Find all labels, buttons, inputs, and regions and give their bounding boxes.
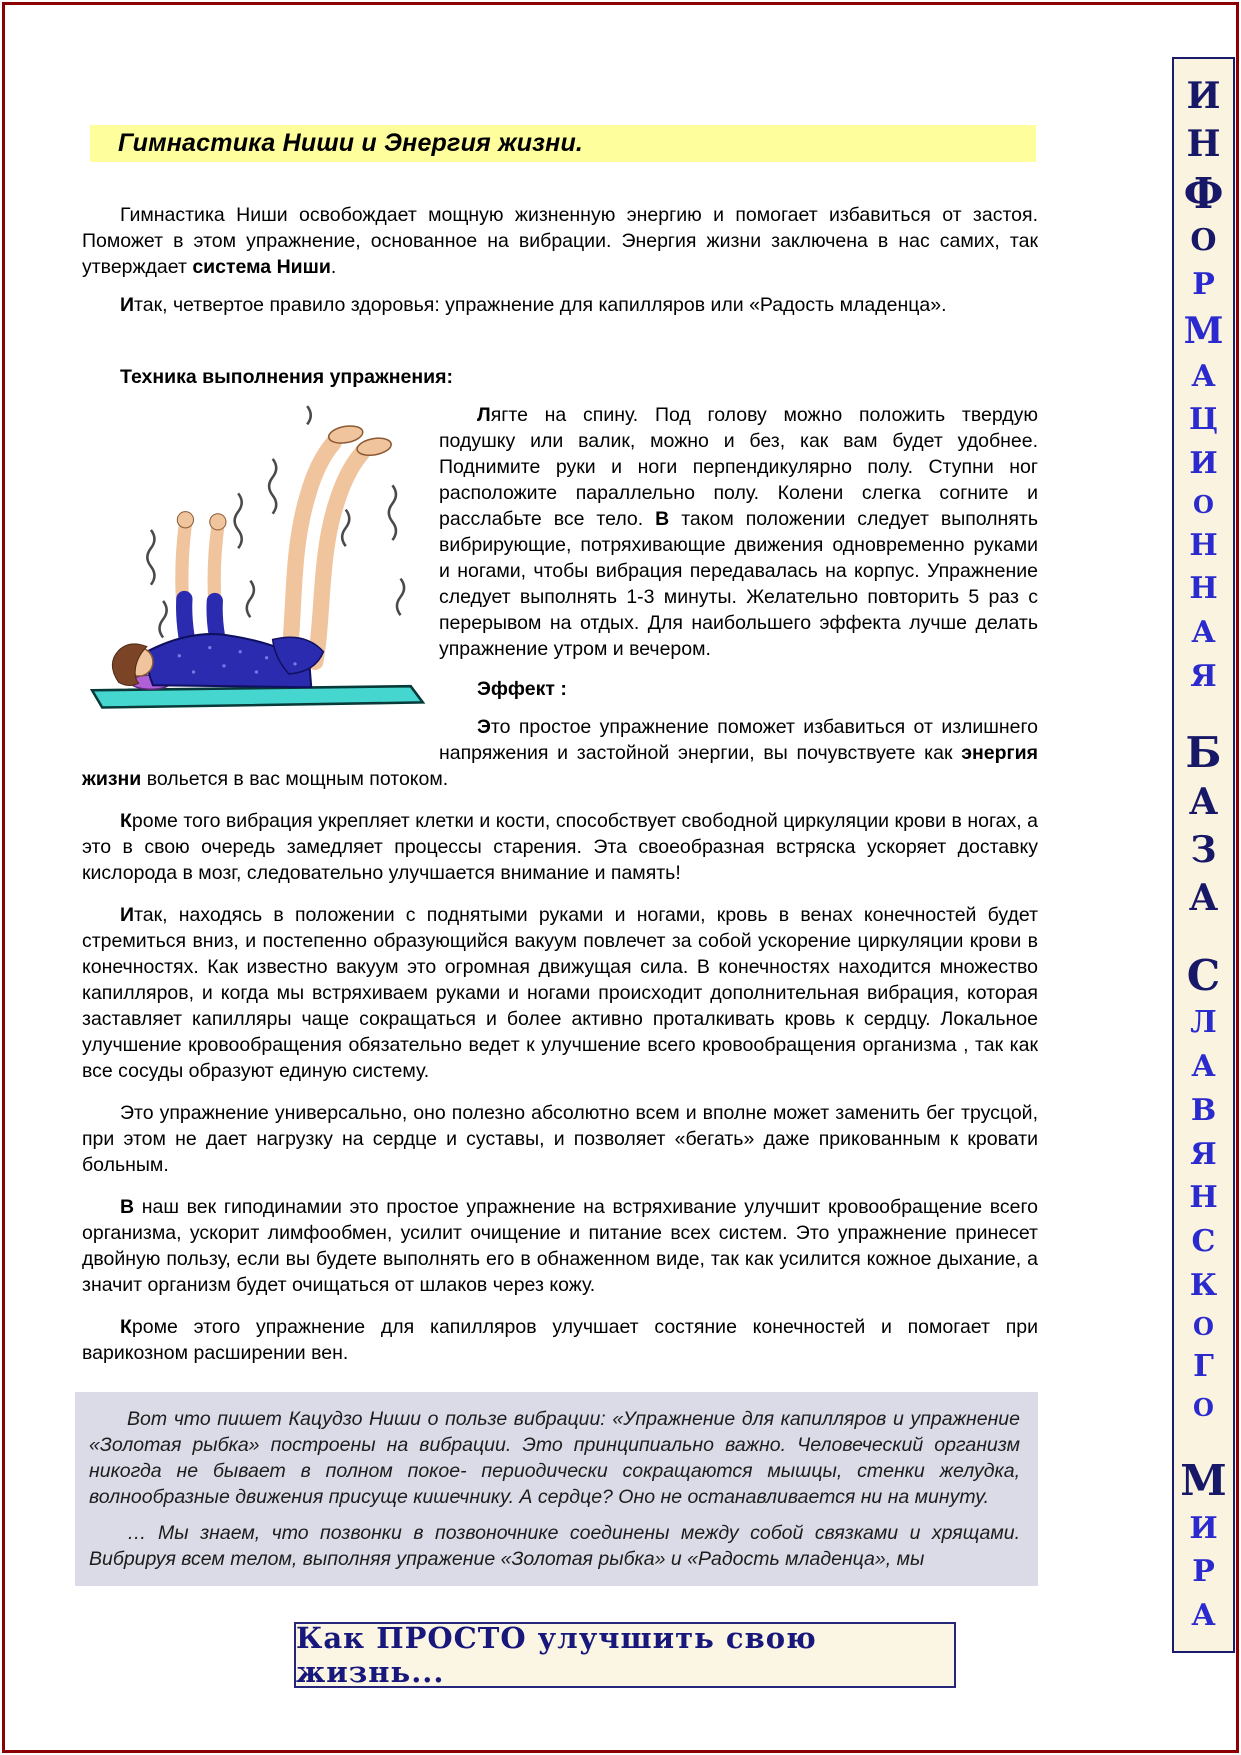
text-segment: вольется в вас мощным потоком. [141, 768, 449, 790]
universal-exercise-paragraph [82, 1100, 1038, 1178]
sidebar-letter: А [1191, 615, 1216, 650]
sidebar-letter: А [1188, 781, 1219, 824]
sidebar-letter: Л [1190, 1005, 1217, 1041]
sidebar-letter: Г [1193, 1349, 1214, 1385]
bold-text-segment: К [120, 810, 132, 832]
sidebar-letter: М [1183, 309, 1224, 352]
sidebar-letter: Ц [1189, 402, 1218, 438]
varicose-paragraph [82, 1314, 1038, 1366]
text-segment: … Мы знаем, что позвонки в позвоночнике соединены между собой связками и хрящами. Вибрируя всем телом, выполняя упражение «Золотая рыбка» и «Радость младенца», мы [89, 1522, 1020, 1570]
intro-paragraph [82, 202, 1038, 280]
feet [327, 424, 392, 458]
sidebar-letter: О [1190, 223, 1217, 259]
bold-text-segment: энергия жизни [82, 742, 1038, 790]
sidebar-letter: И [1186, 75, 1221, 117]
sidebar-letter: Б [1185, 727, 1222, 777]
exercise-illustration [88, 400, 433, 738]
fourth-rule-paragraph [82, 292, 1038, 318]
bold-text-segment: В [120, 1196, 135, 1218]
nishi-quote-box [75, 1392, 1038, 1586]
sidebar-letter: З [1190, 829, 1217, 871]
bold-text-segment: система Ниши [192, 256, 331, 278]
text-segment: наш век гиподинамии это простое упражнение на встряхивание улучшит кровообращение всего организма, ускорит лимфообмен, усилит очищение и питание всех систем. Это упражнение принесет двойную пользу, если вы будете выполнять его в обнаженном виде, так как усилится кожное дыхание, а значит организм будет очищаться от шлаков через кожу. [82, 1196, 1038, 1296]
vibration-exercise-drawing [88, 400, 433, 738]
text-segment: ягте на спину. Под голову можно положить твердую подушку или валик, можно и без, как вам будет удобнее. Поднимите руки и ноги перпендикулярно полу. Ступни ног расположите параллельно полу. Колени слегка согните и расслабьте все тело. [439, 404, 1038, 530]
banner-text: Как ПРОСТО улучшить свою жизнь... [296, 1621, 817, 1689]
sidebar-letter: И [1189, 1510, 1218, 1546]
sidebar-letter: С [1186, 950, 1221, 1000]
text-segment: Вот что пишет Кацудзо Ниши о пользе вибрации: «Упражнение для капилляров и упражнение «Золотая рыбка» построены на вибрации. Это принципиально важно. Человеческий организм никогда не бывает в полном покое- периодически сокращаются мышцы, стенки желудка, волнообразные движения присуще кишечнику. А сердце? Оно не останавливается ни на минуту. [89, 1408, 1020, 1508]
footer-banner [294, 1622, 956, 1688]
sidebar-letter: О [1193, 1311, 1214, 1341]
bold-text-segment: Э [477, 716, 491, 738]
bold-text-segment: В [655, 508, 670, 530]
page-title: Гимнастика Ниши и Энергия жизни. [118, 129, 584, 157]
hands [177, 512, 226, 530]
title-bar [90, 125, 1036, 162]
legs-raised [289, 443, 362, 662]
sidebar-letter: Р [1192, 267, 1215, 302]
effect-heading: Эффект : [477, 678, 567, 700]
sidebar-letter: Н [1189, 571, 1218, 607]
text-segment: так, находясь в положении с поднятыми руками и ногами, кровь в венах конечностей будет стремиться вниз, и постепенно образующийся вакуум повлечет за собой ускорение циркуляции крови в конечностях. Как известно вакуум это огромная движущая сила. В конечностях находится множество капилляров, и когда мы встряхиваем руками и ногами происходит дополнительная вибрация, которая заставляет капилляры чаще сокращаться и более активно проталкивать кровь к сердцу. Локальное улучшение кровообращения обязательно ведет к улучшение всего кровообращения организма , так как все сосуды образуют единую систему. [82, 904, 1038, 1082]
quote-paragraph-1 [89, 1406, 1020, 1510]
sidebar-letter: Р [1192, 1554, 1215, 1590]
text-segment: так, четвертое правило здоровья: упражнение для капилляров или «Радость младенца». [134, 294, 947, 316]
text-segment: таком положении следует выполнять вибрирующие, потряхивающие движения одновременно руками и ногами, чтобы вибрация передавалась на корпус. Упражнение следует выполнять 1-3 минуты. Желательно повторить 5 раз с перерывом на отдых. Для наибольшего эффекта лучше делать упражнение утром и вечером. [439, 508, 1038, 660]
vibration-benefits-paragraph [82, 808, 1038, 886]
sidebar-letter: А [1191, 1598, 1216, 1633]
text-segment: Гимнастика Ниши освобождает мощную жизненную энергию и помогает избавиться от застоя. Поможет в этом упражнение, основанное на вибрации. Энергия жизни заключена в нас самих, так утверждает [82, 204, 1038, 278]
text-segment: роме этого упражнение для капилляров улучшает состяние конечностей и помогает при варикозном расширении вен. [82, 1316, 1038, 1364]
text-segment: роме того вибрация укрепляет клетки и кости, способствует свободной циркуляции крови в ногах, а это в свою очередь замедляет процессы старения. Эта своеобразная встряска ускоряет доставку кислорода в мозг, следовательно улучшается внимание и память! [82, 810, 1038, 884]
sidebar-letter: Н [1189, 1180, 1218, 1216]
quote-paragraph-2 [89, 1520, 1020, 1572]
sidebar-letter: О [1193, 489, 1214, 519]
bold-text-segment: И [120, 904, 135, 926]
sidebar-letter: Н [1186, 122, 1221, 165]
vertical-sidebar [1172, 57, 1235, 1653]
sidebar-letter: А [1188, 876, 1219, 919]
sidebar-letter: А [1191, 358, 1216, 394]
sidebar-letter: Н [1189, 527, 1218, 563]
sidebar-letter: Ф [1183, 168, 1224, 218]
main-content [82, 0, 1038, 1688]
exercise-mat [92, 686, 423, 707]
text-segment: . [330, 256, 337, 278]
sidebar-letter: С [1191, 1224, 1216, 1259]
bold-text-segment: Л [477, 404, 491, 426]
sidebar-letter: И [1189, 446, 1218, 481]
technique-heading: Техника выполнения упражнения: [120, 366, 454, 388]
sidebar-letter: В [1190, 1092, 1217, 1128]
sidebar-letter: Я [1190, 658, 1217, 694]
bold-text-segment: И [120, 294, 135, 316]
hypodynamia-paragraph [82, 1194, 1038, 1298]
bold-text-segment: К [120, 1316, 132, 1338]
text-segment: Это упражнение универсально, оно полезно абсолютно всем и вполне может заменить бег трусцой, при этом не дает нагрузку на сердце и суставы, и позволяет «бегать» даже прикованным к кровати больным. [82, 1102, 1038, 1176]
sidebar-letter: О [1193, 1393, 1214, 1422]
sidebar-letter: М [1180, 1455, 1227, 1505]
capillaries-paragraph [82, 902, 1038, 1084]
sidebar-letter: А [1191, 1049, 1216, 1084]
sidebar-letter: Я [1190, 1136, 1217, 1172]
sidebar-letter: К [1189, 1267, 1218, 1303]
text-segment: то простое упражнение поможет избавиться от излишнего напряжения и застойной энергии, вы почувствуете как [439, 716, 1038, 764]
